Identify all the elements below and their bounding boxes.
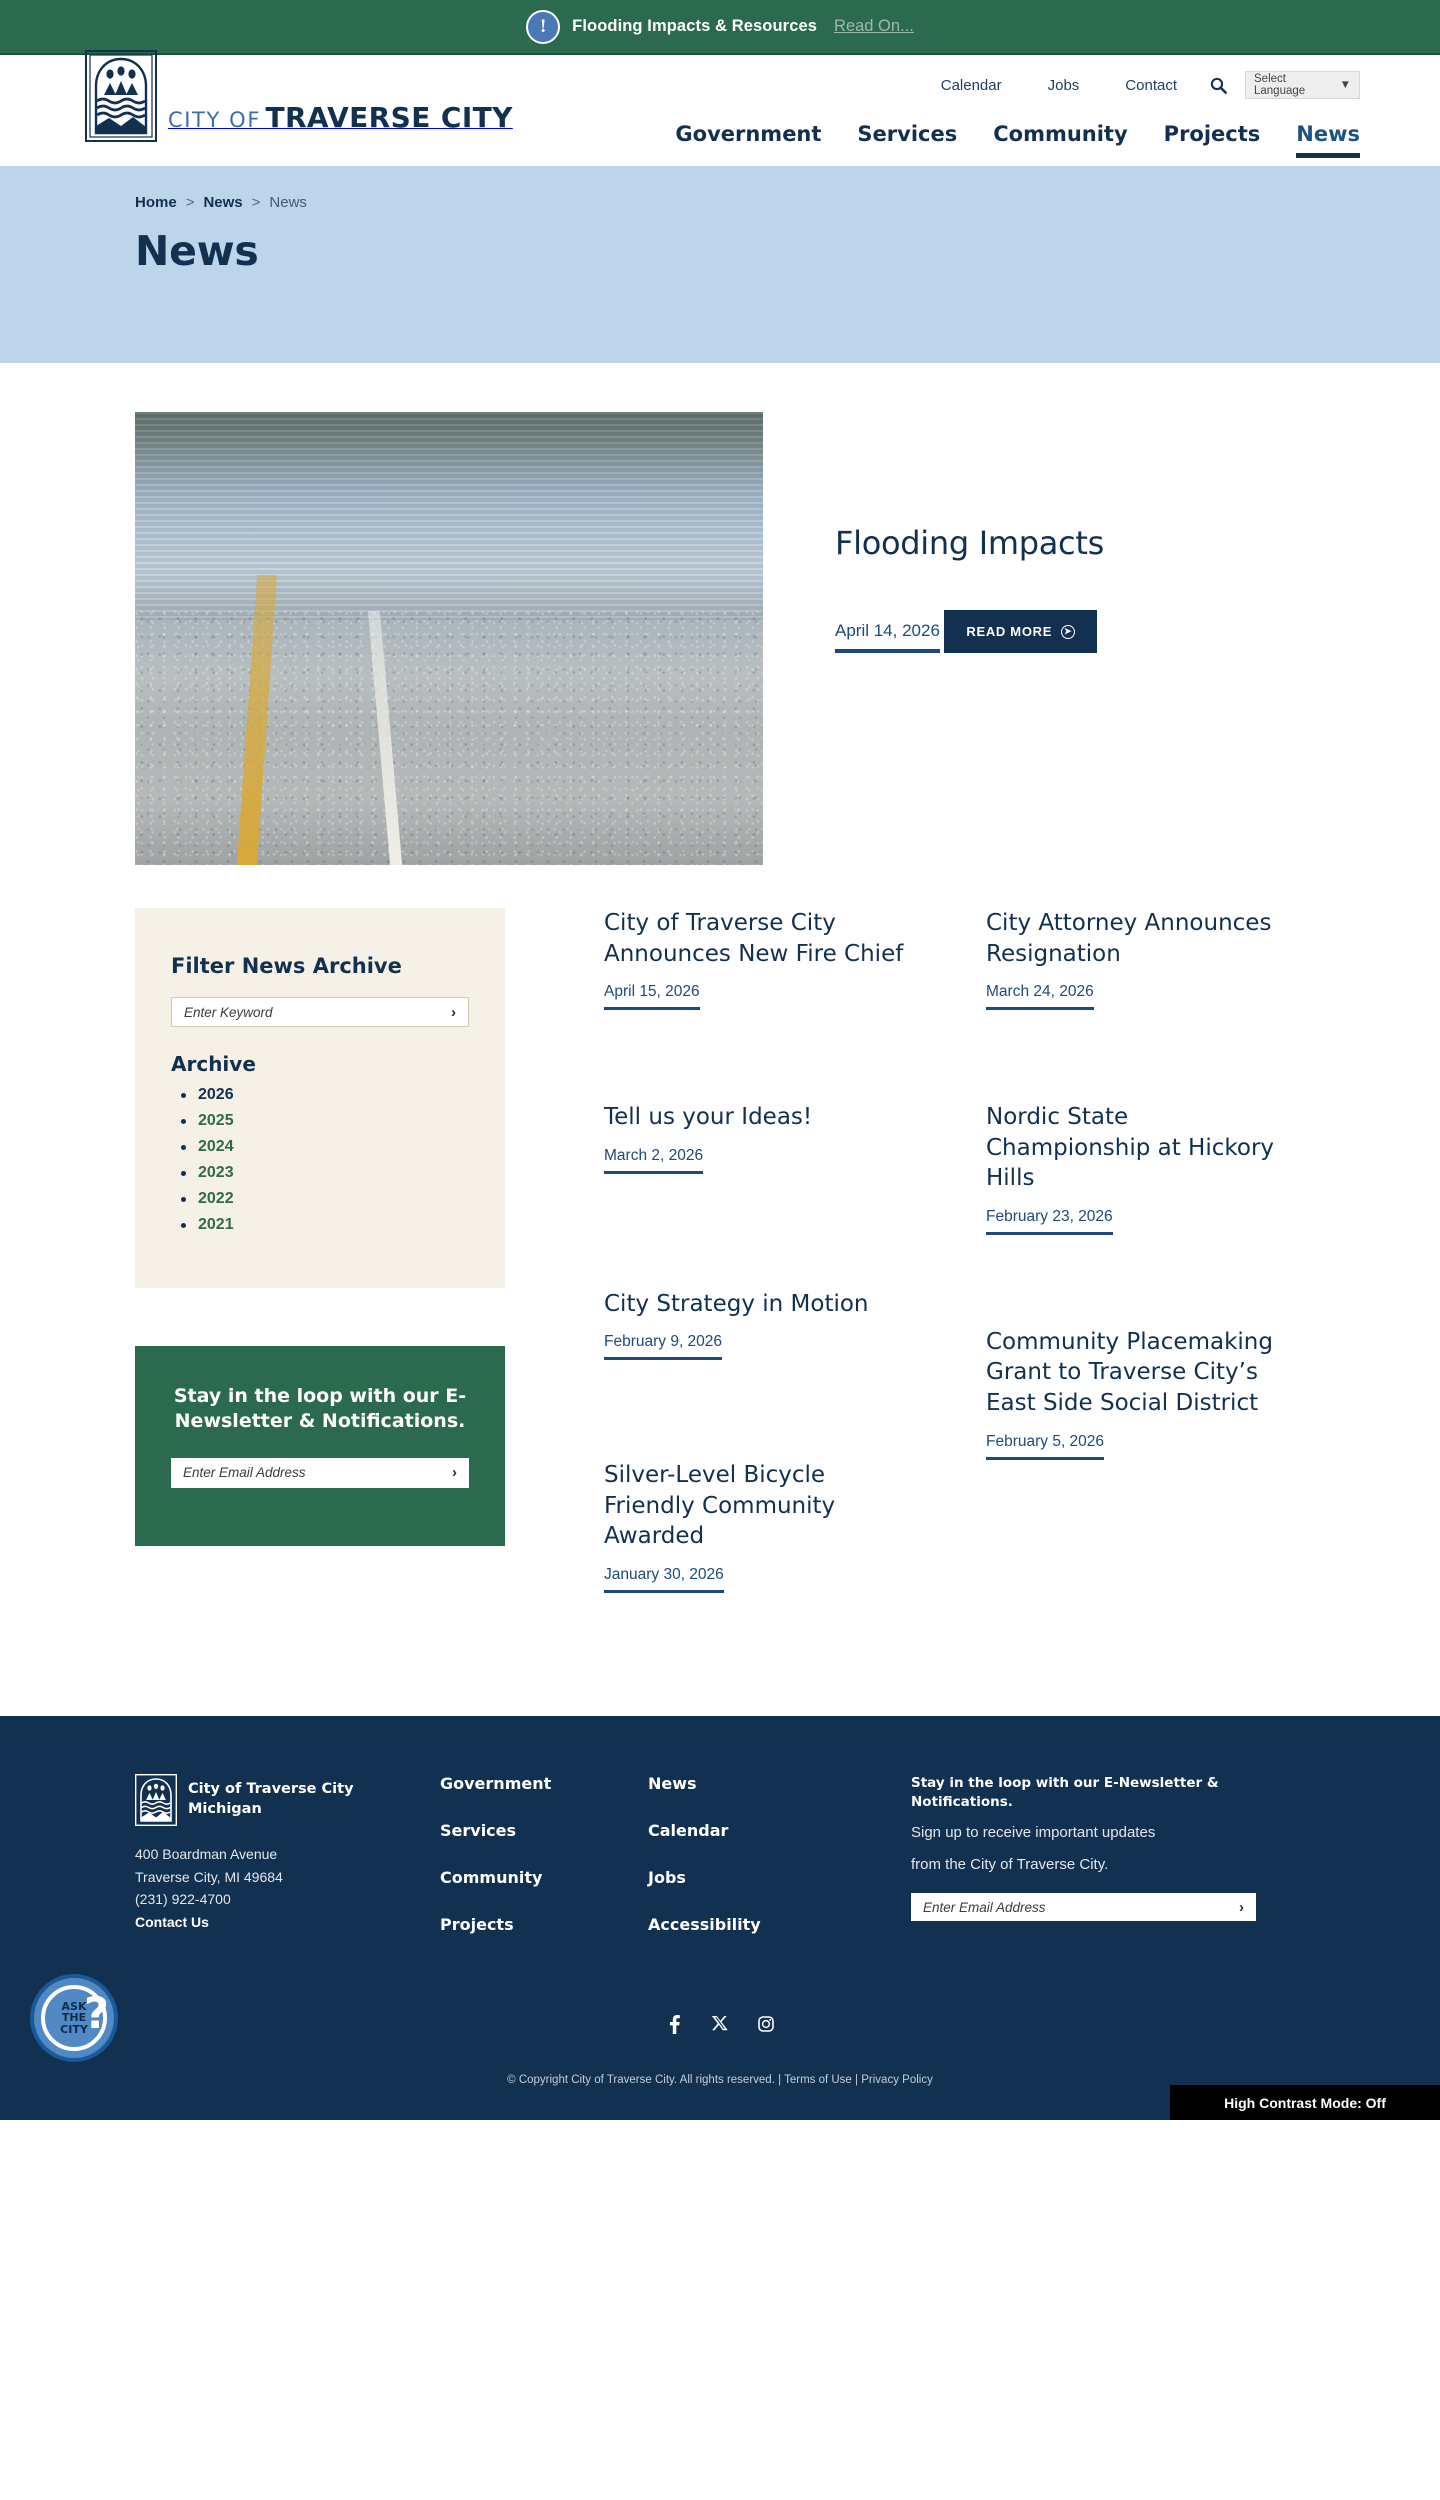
chevron-down-icon: ▼ <box>1339 79 1351 91</box>
page-title: News <box>135 227 259 275</box>
chevron-right-icon[interactable]: › <box>451 1003 456 1021</box>
footer-brand-line1: City of Traverse City <box>188 1781 354 1798</box>
footer-brand <box>135 1774 440 1962</box>
ask-the-city-line3: CITY <box>60 2022 88 2036</box>
breadcrumb <box>135 194 1360 211</box>
news-item-title: Community Placemaking Grant to Traverse City’s East Side Social District <box>986 1328 1273 1417</box>
news-item[interactable] <box>604 1460 914 1593</box>
date-underline <box>986 1007 1094 1010</box>
facebook-icon[interactable] <box>664 2014 684 2034</box>
news-item-date: January 30, 2026 <box>604 1566 724 1584</box>
footer-contact-us-link[interactable]: Contact Us <box>135 1914 209 1931</box>
alert-text: Flooding Impacts & Resources <box>572 17 818 35</box>
footer-phone: (231) 922-4700 <box>135 1891 231 1908</box>
date-underline <box>604 1590 724 1593</box>
footer-email-field[interactable] <box>911 1893 1256 1921</box>
newsletter-email-field[interactable] <box>171 1458 469 1488</box>
news-column-left <box>604 908 914 1593</box>
news-item-title: City Attorney Announces Resignation <box>986 910 1272 967</box>
chevron-right-icon[interactable]: › <box>1239 1898 1244 1916</box>
news-item-date: February 5, 2026 <box>986 1432 1105 1450</box>
date-underline <box>986 1457 1104 1460</box>
privacy-policy-link[interactable]: Privacy Policy <box>861 2074 933 2087</box>
site-alert-bar[interactable] <box>0 0 1440 55</box>
alert-exclamation-icon: ! <box>526 10 560 44</box>
archive-year-2026[interactable]: 2026 <box>171 1082 469 1108</box>
footer-link-calendar[interactable]: Calendar <box>648 1821 729 1841</box>
archive-year-link[interactable]: 2022 <box>198 1190 234 1207</box>
high-contrast-toggle[interactable]: High Contrast Mode: Off <box>1170 2085 1440 2120</box>
breadcrumb-separator: > <box>185 194 195 211</box>
footer-newsletter-body-line1: Sign up to receive important updates <box>911 1823 1156 1841</box>
news-item-title: City Strategy in Motion <box>604 1290 869 1317</box>
site-header <box>0 55 1440 166</box>
search-icon[interactable] <box>1200 77 1245 94</box>
archive-year-link[interactable]: 2025 <box>198 1112 234 1129</box>
ask-the-city-widget[interactable] <box>30 1974 118 2062</box>
news-article-grid <box>505 908 1305 1593</box>
archive-year-2025[interactable] <box>171 1108 469 1134</box>
footer-brand-line2: Michigan <box>188 1801 262 1818</box>
featured-article-date-wrap <box>835 621 940 653</box>
utility-link-contact[interactable]: Contact <box>1125 76 1177 94</box>
news-item-date: February 23, 2026 <box>986 1207 1113 1225</box>
main-content <box>80 412 1360 1593</box>
read-more-label: READ MORE <box>966 624 1053 639</box>
copyright-divider: | <box>855 2074 859 2087</box>
date-underline <box>986 1232 1113 1235</box>
read-more-button[interactable] <box>944 610 1097 653</box>
archive-year-link[interactable]: 2024 <box>198 1138 234 1155</box>
footer-newsletter-signup <box>911 1774 1256 1962</box>
ask-the-city-line1: ASK <box>61 1999 87 2013</box>
keyword-search-field[interactable] <box>171 997 469 1027</box>
date-underline <box>604 1171 703 1174</box>
nav-item-news[interactable]: News <box>1296 122 1360 158</box>
copyright-text: © Copyright City of Traverse City. All rights reserved. <box>507 2074 775 2087</box>
news-column-right <box>986 908 1296 1593</box>
terms-of-use-link[interactable]: Terms of Use <box>784 2074 852 2087</box>
alert-read-on-link[interactable]: Read On... <box>834 17 914 35</box>
utility-link-calendar[interactable]: Calendar <box>940 76 1002 94</box>
news-listing-section <box>135 908 1305 1593</box>
footer-link-accessibility[interactable]: Accessibility <box>648 1915 761 1935</box>
archive-heading: Archive <box>171 1052 256 1076</box>
ask-the-city-line2: THE <box>61 2011 87 2025</box>
logo-line-traverse-city: TRAVERSE CITY <box>265 100 513 134</box>
newsletter-heading: Stay in the loop with our E-Newsletter & Notifications. <box>173 1385 467 1433</box>
footer-link-community[interactable]: Community <box>440 1868 543 1888</box>
site-footer <box>0 1716 1440 2120</box>
news-item-date: March 24, 2026 <box>986 983 1094 1001</box>
featured-article-image <box>135 412 763 865</box>
news-item-title: Silver-Level Bicycle Friendly Community Awarded <box>604 1462 836 1550</box>
news-item[interactable] <box>986 1102 1296 1235</box>
featured-article-date: April 14, 2026 <box>835 621 940 640</box>
news-item-title: Tell us your Ideas! <box>604 1104 813 1131</box>
city-crest-icon <box>85 50 157 142</box>
breadcrumb-news[interactable]: News <box>203 194 243 211</box>
utility-nav <box>918 71 1360 99</box>
copyright-divider: | <box>778 2074 782 2087</box>
newsletter-email-input[interactable] <box>183 1465 452 1480</box>
footer-link-news[interactable]: News <box>648 1774 697 1794</box>
footer-links-column-1 <box>440 1774 648 1962</box>
logo-line-city-of: CITY OF <box>168 107 261 132</box>
arrow-right-circle-icon: ➤ <box>1061 625 1075 639</box>
date-underline <box>604 1007 700 1010</box>
news-item[interactable] <box>986 908 1296 1010</box>
filter-news-archive-panel <box>135 908 505 1288</box>
footer-address-line2: Traverse City, MI 49684 <box>135 1868 283 1885</box>
news-item-date: March 2, 2026 <box>604 1146 704 1164</box>
instagram-icon[interactable] <box>756 2014 776 2034</box>
nav-item-government[interactable]: Government <box>675 122 822 146</box>
language-select-value: Select Language <box>1254 73 1306 97</box>
news-item-date: April 15, 2026 <box>604 983 700 1001</box>
archive-year-2022[interactable] <box>171 1186 469 1212</box>
question-mark-icon: ? <box>84 1989 109 2040</box>
footer-newsletter-heading: Stay in the loop with our E-Newsletter & Notifications. <box>911 1775 1219 1810</box>
chevron-right-icon[interactable]: › <box>452 1464 457 1482</box>
news-item[interactable] <box>604 1102 914 1174</box>
site-logo[interactable] <box>85 50 513 142</box>
archive-year-link[interactable]: 2023 <box>198 1164 234 1181</box>
featured-article-title: Flooding Impacts <box>835 524 1104 562</box>
news-item[interactable] <box>986 1327 1296 1460</box>
archive-year-2021[interactable] <box>171 1212 469 1238</box>
newsletter-signup-panel <box>135 1346 505 1546</box>
footer-social-links <box>0 2011 1440 2034</box>
city-crest-icon <box>135 1774 177 1826</box>
footer-link-government[interactable]: Government <box>440 1774 552 1794</box>
page-hero <box>0 166 1440 363</box>
news-item[interactable] <box>604 908 914 1010</box>
news-item[interactable] <box>604 1289 914 1361</box>
nav-item-services[interactable]: Services <box>857 122 958 146</box>
filter-heading: Filter News Archive <box>171 954 402 978</box>
nav-item-projects[interactable]: Projects <box>1163 122 1261 146</box>
date-underline <box>604 1357 722 1360</box>
nav-item-community[interactable]: Community <box>993 122 1128 146</box>
archive-year-2023[interactable] <box>171 1160 469 1186</box>
archive-year-2024[interactable] <box>171 1134 469 1160</box>
x-twitter-icon[interactable] <box>710 2014 730 2034</box>
footer-address-line1: 400 Boardman Avenue <box>135 1846 278 1863</box>
main-nav <box>639 122 1360 158</box>
news-item-title: City of Traverse City Announces New Fire Chief <box>604 910 904 967</box>
news-item-date: February 9, 2026 <box>604 1333 723 1351</box>
footer-link-jobs[interactable]: Jobs <box>648 1868 686 1888</box>
footer-links-column-2 <box>648 1774 856 1962</box>
breadcrumb-home[interactable]: Home <box>135 194 177 211</box>
archive-year-list <box>171 1082 469 1238</box>
language-select[interactable] <box>1245 71 1360 99</box>
featured-article-link[interactable] <box>835 524 1104 562</box>
news-item-title: Nordic State Championship at Hickory Hills <box>986 1104 1275 1192</box>
footer-link-projects[interactable]: Projects <box>440 1915 514 1935</box>
keyword-input[interactable] <box>184 1005 451 1020</box>
archive-year-link[interactable]: 2021 <box>198 1216 234 1233</box>
footer-email-input[interactable] <box>923 1900 1239 1915</box>
breadcrumb-current: News <box>269 194 307 211</box>
breadcrumb-separator: > <box>251 194 261 211</box>
news-sidebar <box>135 908 505 1593</box>
footer-newsletter-body-line2: from the City of Traverse City. <box>911 1856 1109 1874</box>
footer-link-services[interactable]: Services <box>440 1821 517 1841</box>
utility-link-jobs[interactable]: Jobs <box>1047 76 1080 94</box>
featured-article <box>135 412 1305 865</box>
date-underline <box>835 649 940 653</box>
